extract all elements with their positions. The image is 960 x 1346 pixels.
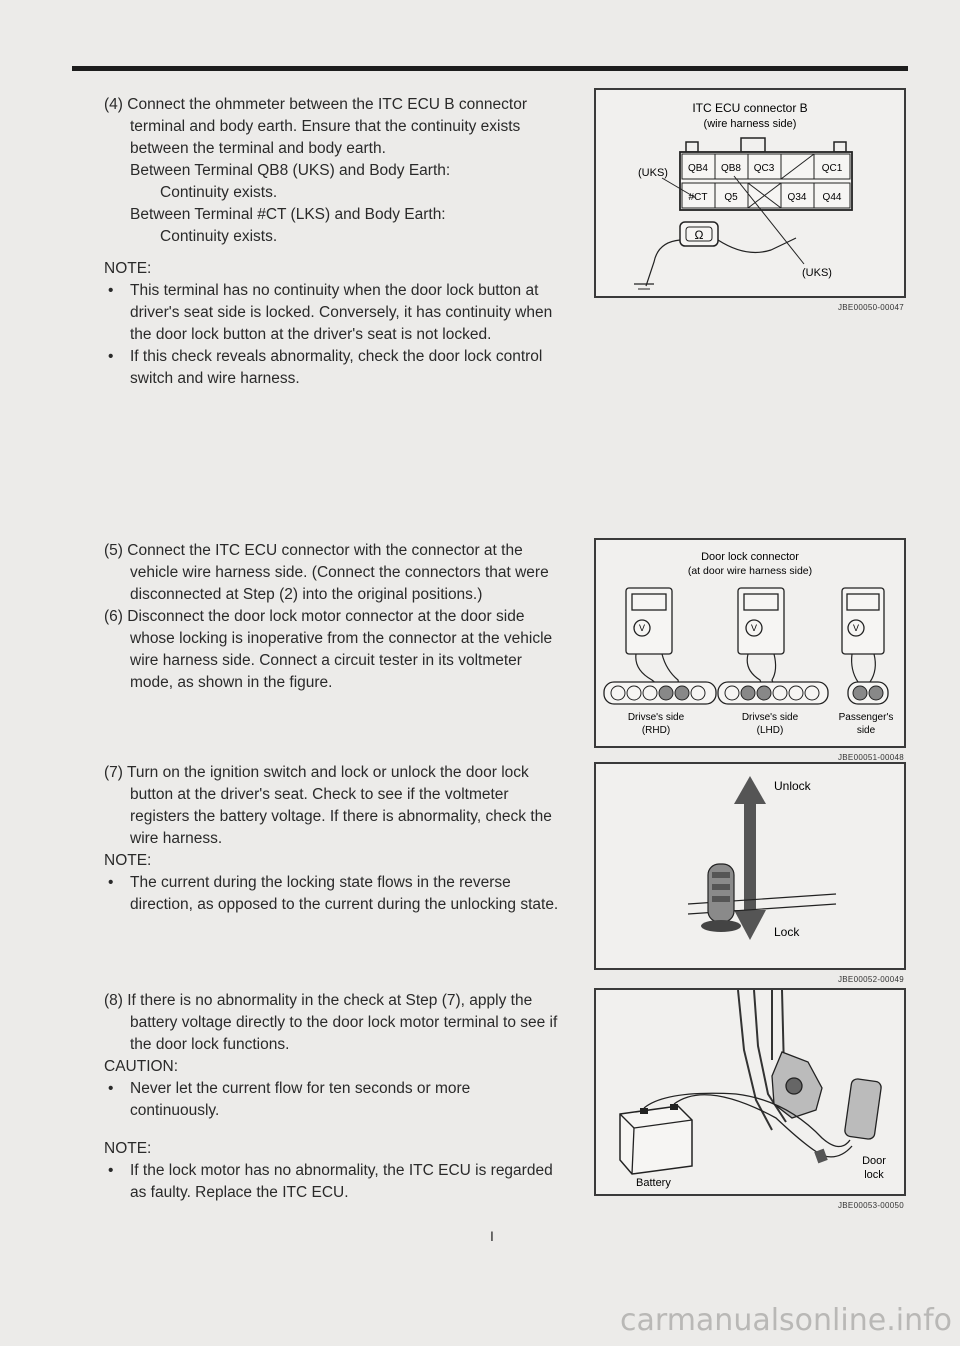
unlock-label: Unlock (774, 779, 811, 793)
step-4-line-1b: Continuity exists. (160, 184, 278, 201)
meter-2-symbol: V (750, 623, 758, 633)
pin-q34: Q34 (787, 192, 807, 203)
door-label-2: lock (864, 1169, 884, 1181)
step-4-note-bullet-1: • This terminal has no continuity when the door lock button at driver's seat side is locked. Conversely, it has continuity when the door lock button at the driver's seat is not locked. (104, 280, 562, 346)
battery-diagram (596, 990, 904, 1194)
step-8-note-bullet: • If the lock motor has no abnormality, the ITC ECU is regarded as faulty. Replace the ITC ECU. (104, 1160, 562, 1204)
fig1-title-1: ITC ECU connector B (692, 101, 808, 115)
step-6-text: (6) Disconnect the door lock motor connector at the door side whose locking is inoperative from the connector at the vehicle wire harness side. Connect a circuit tester in its voltmeter mode, as shown in the figure. (104, 608, 553, 691)
lock-knob-icon (701, 864, 741, 932)
fig2-label-rhd-1: Drivse's side (627, 712, 685, 723)
lock-label: Lock (774, 925, 800, 939)
omega-symbol: Ω (694, 228, 704, 242)
step-7-text: (7) Turn on the ignition switch and lock or unlock the door lock button at the driver's seat. Check to see if the voltmeter registers the battery voltage. If there is abnormality, check the wire harness. (104, 764, 552, 847)
watermark-text: carmanualsonline.info (620, 1303, 952, 1338)
step-5-6-section (104, 540, 562, 694)
meter-1-symbol: V (638, 623, 646, 633)
connector-diagram (596, 90, 904, 296)
arrow-up-icon (734, 776, 766, 804)
pin-q5: Q5 (724, 192, 738, 203)
step-8-caution-label: CAUTION: (104, 1058, 179, 1075)
fig2-label-lhd-1: Drivse's side (741, 712, 799, 723)
door-label-1: Door (862, 1155, 886, 1167)
fig2-title-1: Door lock connector (701, 551, 799, 563)
step-7-section (104, 762, 562, 916)
step-7-note-bullet: • The current during the locking state flows in the reverse direction, as opposed to the current during the unlocking state. (104, 872, 562, 916)
step-4-text: (4) Connect the ohmmeter between the ITC ECU B connector terminal and body earth. Ensure that the continuity exists between the terminal and body earth. (104, 96, 528, 157)
step-5-text: (5) Connect the ITC ECU connector with the connector at the vehicle wire harness side. (Connect the connectors that were disconnected at Step (2) into the original positions.) (104, 542, 549, 603)
fig2-label-passenger-2: side (856, 725, 876, 736)
fig2-label-passenger-1: Passenger's (838, 712, 894, 723)
figure-battery-door-lock (594, 988, 906, 1196)
battery-label: Battery (636, 1177, 671, 1189)
step-8-caution-bullet: • Never let the current flow for ten seconds or more continuously. (104, 1078, 562, 1122)
fig2-code: JBE00051-00048 (838, 753, 905, 762)
step-4-line-2b: Continuity exists. (160, 228, 278, 245)
fig4-code: JBE00053-00050 (838, 1201, 905, 1210)
pin-qb8: QB8 (720, 163, 742, 174)
step-8-text: (8) If there is no abnormality in the check at Step (7), apply the battery voltage directly to the door lock motor terminal to see if the door lock functions. (104, 992, 558, 1053)
step-8-note-label: NOTE: (104, 1140, 152, 1157)
pin-q44: Q44 (822, 192, 842, 203)
fig1-title-2: (wire harness side) (703, 118, 797, 130)
fig1-uks-left: (UKS) (638, 167, 668, 179)
step-4-section (104, 94, 562, 390)
fig1-uks-right: (UKS) (802, 267, 832, 279)
pin-qc3: QC3 (753, 163, 775, 174)
fig3-code: JBE00052-00049 (838, 975, 905, 984)
fig1-code: JBE00050-00047 (838, 303, 905, 312)
step-7-note-label: NOTE: (104, 852, 152, 869)
meter-3-symbol: V (852, 623, 860, 633)
fig2-label-rhd-2: (RHD) (641, 725, 671, 736)
figure-itc-ecu-connector (594, 88, 906, 298)
page-number: I (490, 1228, 494, 1244)
pin-ct: #CT (688, 192, 708, 203)
fig2-label-lhd-2: (LHD) (756, 725, 784, 736)
figure-door-lock-connector (594, 538, 906, 748)
pin-qb4: QB4 (687, 163, 709, 174)
step-4-line-2: Between Terminal #CT (LKS) and Body Earth: (130, 206, 446, 223)
step-4-line-1: Between Terminal QB8 (UKS) and Body Earth: (130, 162, 451, 179)
fig2-title-2: (at door wire harness side) (687, 565, 813, 577)
battery-icon (620, 1104, 692, 1174)
step-4-note-label: NOTE: (104, 260, 152, 277)
step-4-note-bullet-2: • If this check reveals abnormality, check the door lock control switch and wire harness. (104, 346, 562, 390)
step-8-section (104, 990, 562, 1204)
figure-lock-button (594, 762, 906, 970)
header-rule (72, 66, 908, 71)
pin-qc1: QC1 (821, 163, 843, 174)
lock-button-diagram (596, 764, 904, 968)
voltmeter-diagram (596, 540, 904, 746)
door-lock-actuator-icon (772, 1052, 882, 1140)
